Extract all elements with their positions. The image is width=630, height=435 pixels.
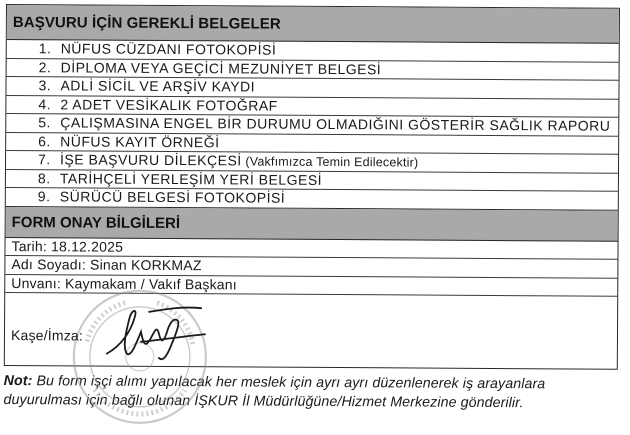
- list-item: 7. İŞE BAŞVURU DİLEKÇESİ (Vakfımızca Temin Edilecektir): [6, 151, 618, 173]
- list-item: 4. 2 ADET VESİKALIK FOTOĞRAF: [6, 96, 618, 118]
- list-item: 2. DİPLOMA VEYA GEÇİCİ MEZUNİYET BELGESİ: [7, 59, 619, 81]
- date-field: Tarih: 18.12.2025: [5, 238, 617, 260]
- list-item: 8. TARİHÇELİ YERLEŞİM YERİ BELGESİ: [6, 170, 618, 192]
- application-form: [4, 4, 620, 414]
- form-section-title: FORM ONAY BİLGİLERİ: [6, 207, 618, 242]
- list-item: 3. ADLİ SİCİL VE ARŞİV KAYDI: [6, 77, 618, 99]
- note-label: Not:: [3, 372, 33, 390]
- stamp-signature-label: Kaşe/İmza:: [10, 327, 84, 344]
- list-item: 5. ÇALIŞMASINA ENGEL BİR DURUMU OLMADIĞINI GÖSTERİR SAĞLIK RAPORU: [6, 114, 618, 136]
- name-field: Adı Soyadı: Sinan KORKMAZ: [5, 256, 617, 278]
- signature-icon: [101, 302, 211, 367]
- note-text: Bu form işçi alımı yapılacak her meslek için ayrı ayrı düzenlenerek iş arayanlara duyurulması için bağlı olunan İŞKUR İl Müdürlüğüne/Hizmet Merkezine gönderilir.: [3, 373, 546, 412]
- list-item: 1. NÜFUS CÜZDANI FOTOKOPİSİ: [7, 40, 619, 62]
- documents-section-title: BAŞVURU İÇİN GEREKLİ BELGELER: [7, 5, 619, 44]
- documents-list: [6, 40, 619, 210]
- job-title-field: Unvanı: Kaymakam / Vakıf Başkanı: [5, 275, 617, 297]
- stamp-signature-area: [5, 293, 617, 369]
- list-item: 9. SÜRÜCÜ BELGESİ FOTOKOPİSİ: [6, 188, 618, 210]
- list-item: 6. NÜFUS KAYIT ÖRNEĞİ: [6, 133, 618, 155]
- form-table: [4, 4, 620, 370]
